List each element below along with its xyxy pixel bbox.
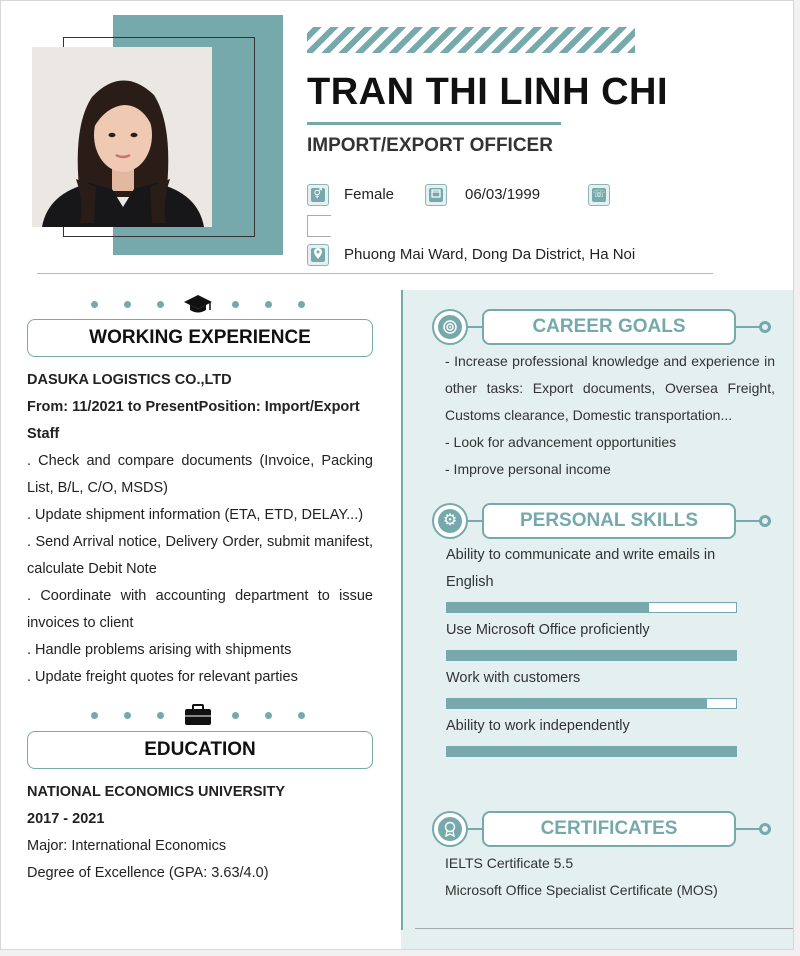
job-position: IMPORT/EXPORT OFFICER [307, 135, 553, 156]
duty-item: . Check and compare documents (Invoice, Packing List, B/L, C/O, MSDS) [27, 453, 373, 496]
skill-bar-fill [447, 651, 736, 660]
education-dots-divider [78, 703, 318, 727]
skill-bar [446, 746, 737, 757]
connector-line [466, 828, 482, 830]
experience-details [27, 367, 373, 691]
date-of-birth: 06/03/1999 [465, 186, 541, 203]
calendar-icon [425, 184, 447, 206]
education-heading: EDUCATION [27, 731, 373, 769]
connector-line [736, 326, 760, 328]
skill-bar [446, 698, 737, 709]
study-years: 2017 - 2021 [27, 811, 105, 827]
name-underline [307, 122, 561, 125]
working-experience-heading: WORKING EXPERIENCE [27, 319, 373, 357]
connector-line [736, 520, 760, 522]
gear-icon: ⚙ [432, 503, 468, 539]
career-goal-item: - Increase professional knowledge and experience in other tasks: Export documents, Oversea Freight, Customs clearance, Domestic transportation... [445, 353, 775, 423]
skill-bar [446, 602, 737, 613]
certificate-item: IELTS Certificate 5.5 [445, 855, 574, 871]
personal-skills-heading: PERSONAL SKILLS [482, 503, 736, 539]
connector-end [759, 321, 771, 333]
connector-line [466, 520, 482, 522]
address-value: Phuong Mai Ward, Dong Da District, Ha Noi [344, 246, 636, 263]
skill-label: Use Microsoft Office proficiently [446, 622, 650, 638]
decorative-hatch-bar [307, 27, 635, 53]
duty-item: . Handle problems arising with shipments [27, 642, 292, 658]
bottom-divider [415, 928, 794, 929]
skill-label: Work with customers [446, 670, 581, 686]
phone-icon: ☏ [588, 184, 610, 206]
candidate-name: TRAN THI LINH CHI [307, 71, 669, 113]
header-divider [37, 273, 713, 274]
profile-photo [32, 47, 212, 227]
certificate-item: Microsoft Office Specialist Certificate (MOS) [445, 882, 718, 898]
duty-item: . Update freight quotes for relevant parties [27, 669, 298, 685]
connector-end [759, 823, 771, 835]
connector-line [736, 828, 760, 830]
award-icon [432, 811, 468, 847]
graduation-cap-icon [183, 292, 213, 316]
location-icon [307, 244, 329, 266]
company-name: DASUKA LOGISTICS CO.,LTD [27, 372, 232, 388]
experience-dots-divider [78, 292, 318, 316]
career-goals-list [445, 348, 775, 483]
major: Major: International Economics [27, 838, 227, 854]
skill-label: Ability to communicate and write emails in English [446, 547, 716, 590]
employment-period: From: 11/2021 to PresentPosition: Import/Export [27, 399, 360, 415]
skill-label: Ability to work independently [446, 718, 630, 734]
blank-contact-field [307, 215, 331, 237]
connector-line [466, 326, 482, 328]
school-name: NATIONAL ECONOMICS UNIVERSITY [27, 784, 286, 800]
duty-item: . Send Arrival notice, Delivery Order, submit manifest, calculate Debit Note [27, 534, 373, 577]
career-goal-item: - Improve personal income [445, 461, 611, 477]
skill-bar-fill [447, 603, 649, 612]
career-goal-item: - Look for advancement opportunities [445, 434, 677, 450]
connector-end [759, 515, 771, 527]
briefcase-icon [183, 703, 213, 727]
degree: Degree of Excellence (GPA: 3.63/4.0) [27, 865, 269, 881]
career-goals-heading: CAREER GOALS [482, 309, 736, 345]
certificates-heading: CERTIFICATES [482, 811, 736, 847]
skill-bar-fill [447, 747, 736, 756]
right-column-border [401, 290, 403, 930]
gender-icon: ⚥ [307, 184, 329, 206]
skill-bar [446, 650, 737, 661]
skill-bar-fill [447, 699, 707, 708]
gender-value: Female [344, 186, 395, 203]
certificates-list [445, 850, 775, 904]
duty-item: . Update shipment information (ETA, ETD, DELAY...) [27, 507, 364, 523]
duty-item: . Coordinate with accounting department to issue invoices to client [27, 588, 373, 631]
employment-period-cont: Staff [27, 426, 60, 442]
target-icon [432, 309, 468, 345]
education-details [27, 779, 373, 887]
